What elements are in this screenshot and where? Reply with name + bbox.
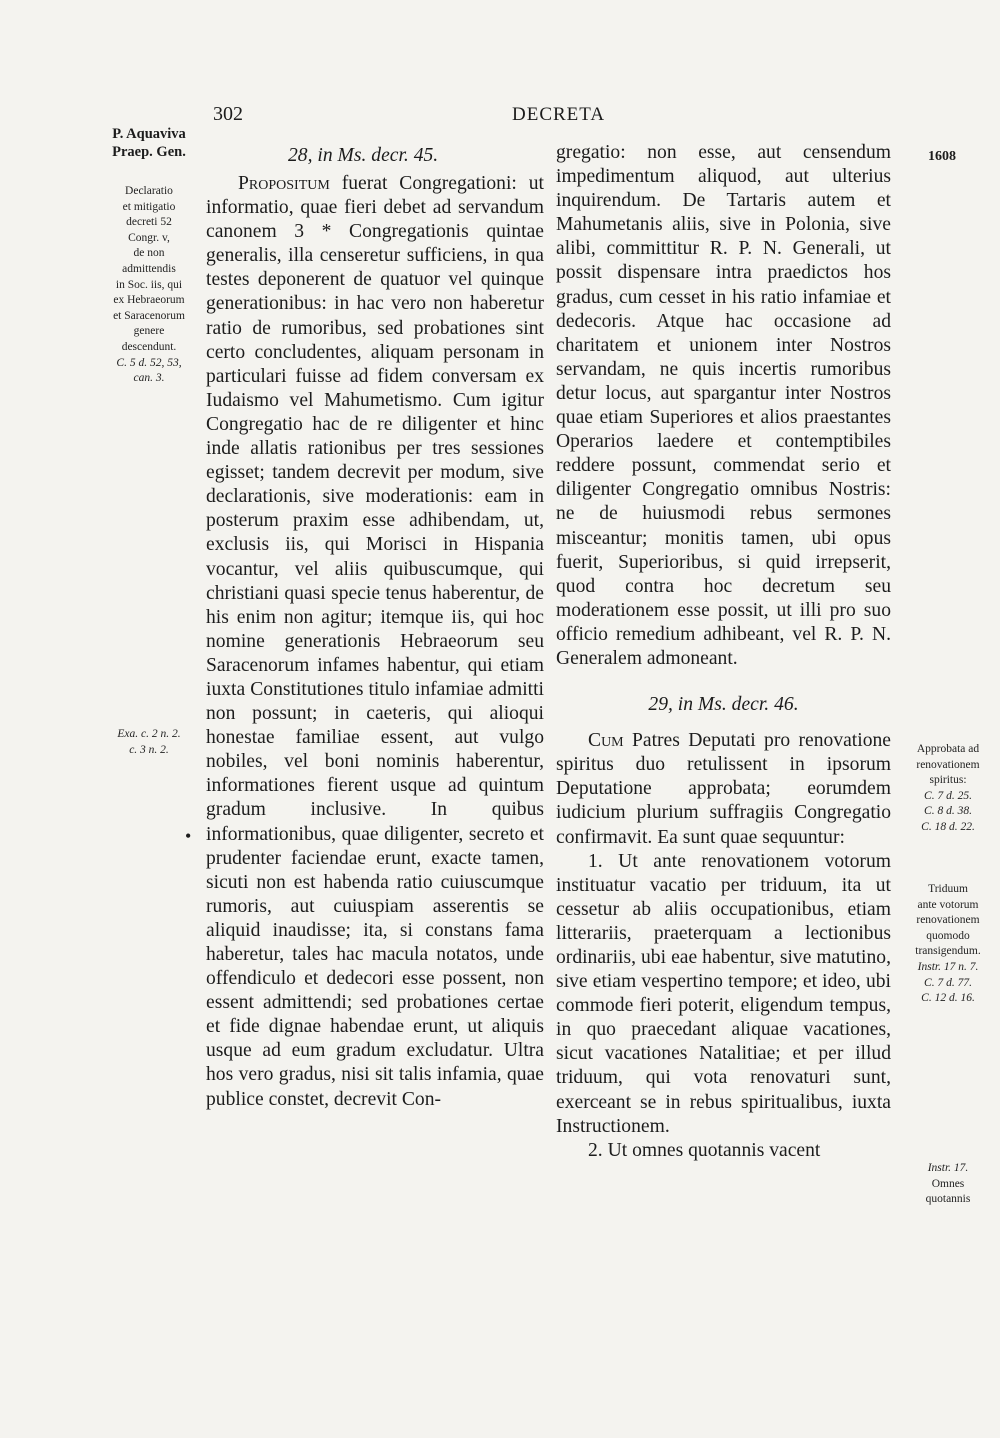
margin-line: Omnes: [931, 1177, 965, 1190]
margin-line: genere: [133, 325, 165, 338]
margin-line: ex Hebraeorum: [113, 294, 185, 307]
margin-line: descendunt.: [121, 340, 177, 353]
margin-dot: •: [185, 826, 192, 846]
margin-line: admittendis: [122, 262, 176, 275]
margin-ref: C. 7 d. 25.: [924, 789, 972, 802]
decree-29-heading: 29, in Ms. decr. 46.: [648, 694, 799, 716]
margin-line: Declaratio: [125, 185, 173, 197]
year-marker: 1608: [928, 149, 956, 164]
margin-line: Congr. v,: [128, 231, 170, 244]
decree-29-item-1: 1. Ut ante renovationem votorum instituatur vacatio per triduum, ita ut cessetur ab aliis occupationibus, etiam litterariis, praeterquam a lectionibus ordinariis, ubi eae habentur, sive matutino, sive etiam vespertino tempore; et ideo, ubi commode fieri poterit, eligendum tempus, in quo praecedant aliquae vacationes, sicut vacationes Natalitiae; et per illud triduum, qui vota renovaturi sunt, exerceant se in rebus spiritualibus, iuxta Instructionem.: [556, 850, 891, 1137]
left-marginal-note: [97, 184, 201, 387]
decree-28-first-word: Propositum: [238, 173, 330, 194]
right-column: [556, 141, 891, 1163]
margin-line: renovationem: [916, 914, 980, 927]
margin-line: transigendum.: [915, 945, 981, 958]
margin-ref: C. 7 d. 77.: [924, 976, 972, 989]
margin-ref: c. 3 n. 2.: [129, 743, 169, 756]
right-marginal-note-3: [898, 1161, 998, 1208]
margin-ref: C. 18 d. 22.: [921, 820, 975, 833]
margin-ref: Instr. 17.: [927, 1162, 969, 1174]
decree-28-body: [206, 172, 544, 1112]
margin-ref: can. 3.: [133, 372, 165, 385]
decree-29-text: Patres Deputati pro renovatione spiritus duo retulissent in ipsorum Deputatione approbata; eorumdem iudicium plurium suffragiis Congregatio confirmavit. Ea sunt quae sequuntur:: [556, 730, 891, 848]
right-marginal-note-2: [898, 882, 998, 1007]
margin-line: et mitigatio: [122, 200, 176, 213]
decree-28-heading: 28, in Ms. decr. 45.: [288, 145, 439, 166]
left-marginal-ref: [97, 727, 201, 758]
margin-line: spiritus:: [929, 774, 967, 787]
margin-line: decreti 52: [126, 216, 172, 229]
decree-28-text: fuerat Congregationi: ut informatio, quae fieri debet ad servandum canonem 3 * Congregationis quintae generalis, illa censeretur sufficiens, in qua testes deponerent de quatuor vel quinque generationibus: in hac vero non haberetur ratio de rumoribus, sed probationes sint certo concludentes, aliquam personam in particulari fuisse ad fidem conversam ex Iudaismo vel Mahumetismo. Cum igitur Congregatio hac de re diligenter et hinc inde allatis rationibus per tres sessiones egisset; tandem decrevit per modum, sive declarationis, sive moderationis: eam in posterum praxim esse adhibendam, ut, exclusis iis, qui Morisci in Hispania vocantur, vel aliis quibuscumque, qui christiani quasi specie tenus haberentur, de his enim non agitur; itemque iis, qui hoc nomine generationis Hebraeorum seu Saracenorum infames habentur, qui etiam iuxta Constitutiones titulo infamiae admitti non possunt; in caeteris, qui alioqui honestae familiae essent, aut vulgo nobiles, vel boni nominis haberentur, informationes fierent usque ad quintum gradum inclusive. In quibus informationibus, quae diligenter, secreto et prudenter faciendae erunt, exacte tamen, sicuti non est habenda ratio cuiuscumque rumoris, aut cuiuspiam asserentis se aliquid inaudisse; ita, si constans fama haberetur, tales hac macula notatos, unde offendiculo et dedecori esse possent, non essent admittendi; sed probationes certae et fide dignae habendae erunt, ut aliquis usque ad eum gradum excludatur. Ultra hos vero gradus, nisi sit talis infamia, quae publice constet, decrevit Con-: [206, 173, 544, 1110]
margin-line: Triduum: [928, 883, 968, 895]
margin-ref: C. 12 d. 16.: [921, 992, 975, 1005]
margin-ref: Instr. 17 n. 7.: [917, 960, 979, 973]
running-head: DECRETA: [512, 104, 606, 125]
margin-line: in Soc. iis, qui: [115, 278, 183, 291]
margin-line: quomodo: [926, 929, 970, 942]
margin-ref: C. 8 d. 38.: [924, 805, 972, 818]
right-marginal-note-1: [898, 742, 998, 836]
margin-line: Approbata ad: [916, 743, 980, 755]
left-header-line: Praep. Gen.: [112, 144, 186, 160]
left-header-line: P. Aquaviva: [112, 126, 186, 142]
margin-ref: Exa. c. 2 n. 2.: [117, 728, 181, 740]
decree-29-first-word: Cum: [588, 730, 624, 752]
margin-line: et Saracenorum: [113, 309, 185, 322]
margin-line: quotannis: [925, 1193, 971, 1206]
margin-ref: C. 5 d. 52, 53,: [116, 356, 182, 369]
decree-29-item-2: 2. Ut omnes quotannis vacent: [588, 1139, 821, 1161]
left-header: [97, 125, 201, 161]
decree-28-continuation: gregatio: non esse, aut censendum impedimentum aliquod, aut ulterius inquirendum. De Tartaris autem et Mahumetanis aliis, sive in Polonia, sive alibi, committitur R. P. N. Generali, ut possit dispensare intra praedictos hos gradus, cum cesset in his ratio infamiae et dedecoris. Atque hac occasione ad charitatem et unionem inter Nostros servandam, ne quis incertis rumoribus detur locus, aut spargantur inter Nostros quae etiam Superiores et alios praestantes Operarios laedere et contemptibiles reddere possunt, commendat serio et diligenter Congregatio omnibus Nostris: ne de huiusmodi rebus sermones misceantur; monitis tamen, ubi opus fuerit, Superioribus, si quid irrepserit, quod contra hoc decretum seu moderationem esse possit, ut illi pro suo officio remedium adhibeant, vel R. P. N. Generalem admoneant.: [556, 142, 891, 669]
margin-line: renovationem: [916, 758, 980, 771]
margin-line: ante votorum: [917, 898, 979, 911]
margin-line: de non: [133, 247, 165, 260]
page-number: 302: [213, 103, 243, 125]
